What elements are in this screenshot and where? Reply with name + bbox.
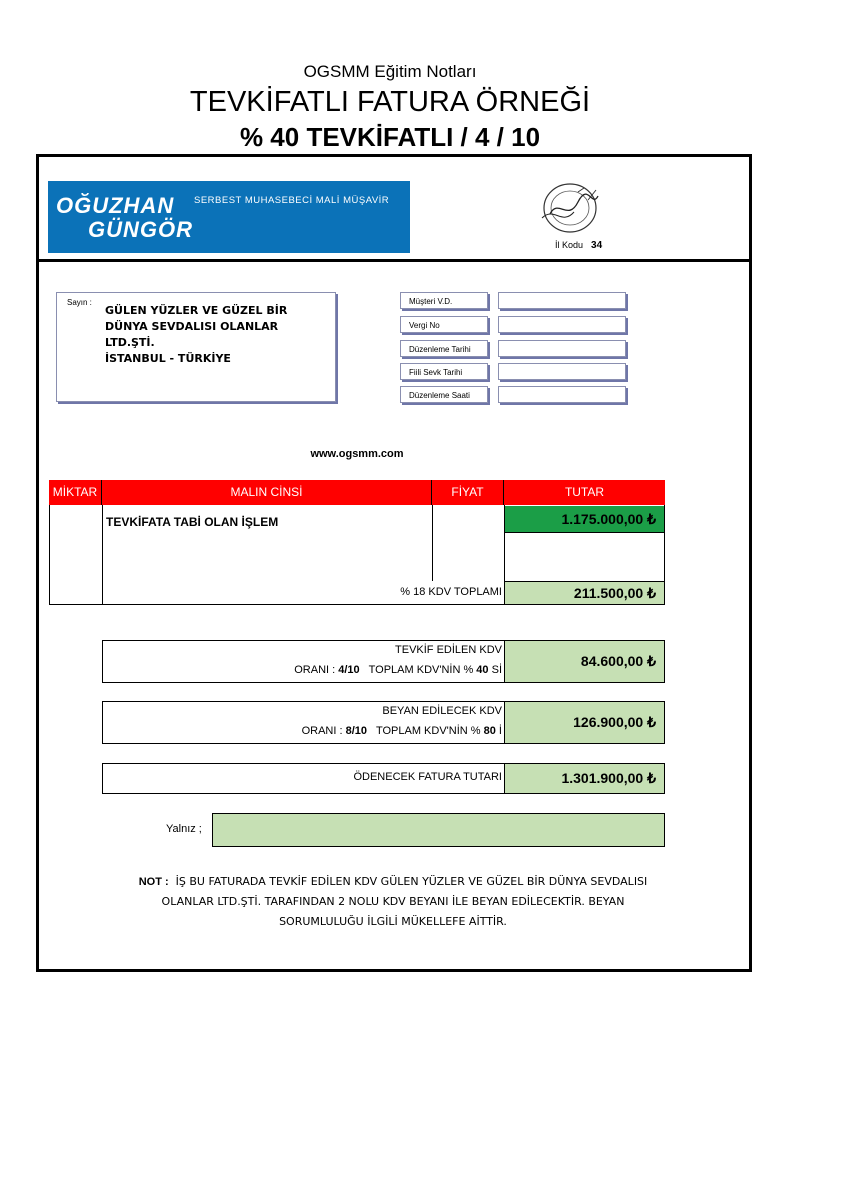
total-label: ÖDENECEK FATURA TUTARI — [353, 771, 502, 783]
document-heading-rate: % 40 TEVKİFATLI / 4 / 10 — [239, 122, 541, 152]
recipient-line: LTD.ŞTİ. — [105, 336, 155, 349]
rate-suffix: İ — [495, 725, 502, 737]
beyan-kdv-amount: 126.900,00 ₺ — [504, 702, 664, 743]
il-kodu — [555, 240, 602, 251]
note-line: SORUMLULUĞU İLGİLİ MÜKELLEFE AİTTİR. — [279, 915, 507, 928]
rate-value: 8/10 — [345, 725, 367, 737]
field-label-fiili-sevk-tarihi: Fiili Sevk Tarihi — [400, 363, 488, 380]
document-subtitle: OGSMM Eğitim Notları — [303, 62, 477, 81]
rate-text: TOPLAM KDV'NİN % — [367, 725, 484, 737]
field-label-duzenleme-tarihi: Düzenleme Tarihi — [400, 340, 488, 357]
note-line — [98, 872, 688, 892]
logo-name-line1: OĞUZHAN — [56, 193, 175, 218]
rate-percent: 80 — [483, 725, 496, 737]
column-divider — [102, 505, 103, 605]
field-value-fiili-sevk-tarihi[interactable] — [498, 363, 626, 380]
field-label-duzenleme-saati: Düzenleme Saati — [400, 386, 488, 403]
il-kodu-label: İl Kodu — [555, 240, 584, 250]
item-amount: 1.175.000,00 ₺ — [505, 506, 664, 532]
kdv-total-amount: 211.500,00 ₺ — [505, 582, 664, 604]
recipient-label: Sayın : — [67, 298, 92, 307]
document-title: TEVKİFATLI FATURA ÖRNEĞİ — [189, 86, 591, 118]
field-value-duzenleme-saati[interactable] — [498, 386, 626, 403]
rate-percent: 40 — [476, 664, 489, 676]
recipient-line: GÜLEN YÜZLER VE GÜZEL BİR — [105, 304, 288, 317]
column-header-fiyat: FİYAT — [432, 480, 504, 505]
tevkif-kdv-amount: 84.600,00 ₺ — [504, 641, 664, 682]
item-description: TEVKİFATA TABİ OLAN İŞLEM — [106, 515, 279, 529]
rate-suffix: Sİ — [488, 664, 502, 676]
beyan-kdv-rate — [180, 725, 502, 737]
logo-subtitle: SERBEST MUHASEBECİ MALİ MÜŞAVİR — [194, 195, 390, 206]
il-kodu-value: 34 — [591, 240, 603, 251]
logo-name-line2: GÜNGÖR — [88, 217, 193, 242]
column-divider — [432, 505, 433, 581]
recipient-line: İSTANBUL - TÜRKİYE — [105, 352, 231, 365]
rate-value: 4/10 — [338, 664, 360, 676]
field-label-vergi-no: Vergi No — [400, 316, 488, 333]
column-header-miktar: MİKTAR — [49, 480, 102, 505]
rate-prefix: ORANI : — [301, 725, 346, 737]
note-label: NOT : — [138, 876, 169, 888]
yalniz-value[interactable] — [212, 813, 665, 847]
invoice-header-divider — [36, 259, 752, 262]
rate-prefix: ORANI : — [294, 664, 339, 676]
yalniz-label: Yalnız ; — [166, 823, 202, 835]
website-link[interactable]: www.ogsmm.com — [310, 448, 404, 460]
tevkif-kdv-title: TEVKİF EDİLEN KDV — [395, 644, 502, 656]
row-divider — [504, 532, 665, 533]
tevkif-kdv-rate — [180, 664, 502, 676]
invoice-note — [98, 872, 688, 932]
ministry-seal-icon — [528, 178, 614, 242]
note-line: OLANLAR LTD.ŞTİ. TARAFINDAN 2 NOLU KDV BEYANI İLE BEYAN EDİLECEKTİR. BEYAN — [161, 895, 625, 908]
recipient-box — [56, 292, 336, 402]
kdv-total-label: % 18 KDV TOPLAMI — [400, 586, 502, 598]
field-value-vergi-no[interactable] — [498, 316, 626, 333]
beyan-kdv-title: BEYAN EDİLECEK KDV — [382, 705, 502, 717]
recipient-line: DÜNYA SEVDALISI OLANLAR — [105, 320, 279, 333]
note-text: İŞ BU FATURADA TEVKİF EDİLEN KDV GÜLEN YÜZLER VE GÜZEL BİR DÜNYA SEVDALISI — [168, 875, 648, 888]
field-label-musteri-vd: Müşteri V.D. — [400, 292, 488, 309]
column-header-tutar: TUTAR — [504, 480, 665, 505]
field-value-musteri-vd[interactable] — [498, 292, 626, 309]
column-header-malin-cinsi: MALIN CİNSİ — [102, 480, 432, 505]
total-amount: 1.301.900,00 ₺ — [504, 764, 664, 793]
company-logo — [48, 181, 410, 253]
rate-text: TOPLAM KDV'NİN % — [359, 664, 477, 676]
field-value-duzenleme-tarihi[interactable] — [498, 340, 626, 357]
